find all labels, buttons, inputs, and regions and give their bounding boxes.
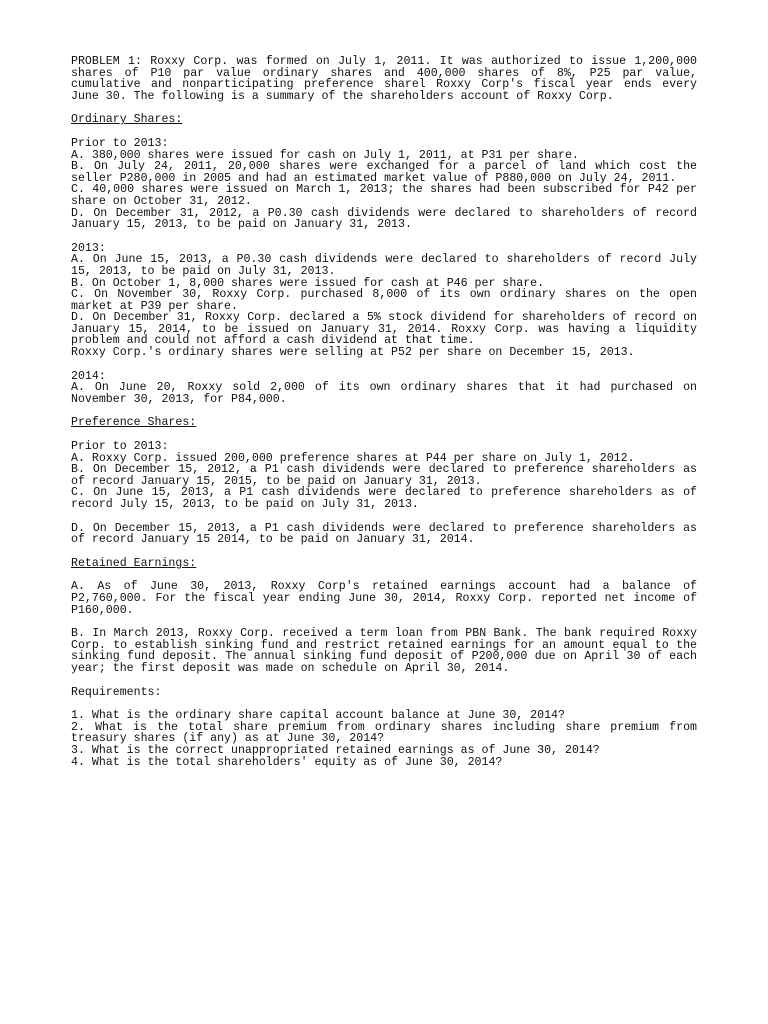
ordinary-prior-item-a: A. 380,000 shares were issued for cash on July 1, 2011, at P31 per share. bbox=[71, 148, 579, 162]
spacer bbox=[71, 546, 697, 558]
preference-shares-heading: Preference Shares: bbox=[71, 416, 197, 430]
spacer bbox=[71, 359, 697, 371]
retained-earnings-heading: Retained Earnings: bbox=[71, 556, 197, 570]
ordinary-2014-label: 2014: bbox=[71, 369, 106, 383]
retained-para-a: A. As of June 30, 2013, Roxxy Corp's retained earnings account had a balance of P2,760,000. For the fiscal year ending June 30, 2014, Roxxy Corp. reported net income of P160,000. bbox=[71, 580, 697, 617]
preference-item-c: C. On June 15, 2013, a P1 cash dividends were declared to preference shareholders as of record July 15, 2013, to be paid on July 31, 2013. bbox=[71, 486, 697, 511]
spacer bbox=[71, 231, 697, 243]
ordinary-2013-item-b: B. On October 1, 8,000 shares were issued for cash at P46 per share. bbox=[71, 276, 545, 290]
ordinary-2014-item-a: A. On June 20, Roxxy sold 2,000 of its own ordinary shares that it had purchased on November 30, 2013, for P84,000. bbox=[71, 381, 697, 406]
ordinary-prior-item-d: D. On December 31, 2012, a P0.30 cash dividends were declared to shareholders of record January 15, 2013, to be paid on January 31, 2013. bbox=[71, 206, 697, 232]
ordinary-prior-item-b: B. On July 24, 2011, 20,000 shares were exchanged for a parcel of land which cost the seller P280,000 in 2005 and had an estimated market value of P880,000 on July 24, 2011. bbox=[71, 160, 697, 185]
requirement-4: 4. What is the total shareholders' equity as of June 30, 2014? bbox=[71, 755, 503, 769]
preference-item-b: B. On December 15, 2012, a P1 cash dividends were declared to preference shareholders as of record January 15, 2015, to be paid on January 31, 2013. bbox=[71, 463, 697, 488]
ordinary-2013-item-a: A. On June 15, 2013, a P0.30 cash dividends were declared to shareholders of record July 15, 2013, to be paid on July 31, 2013. bbox=[71, 253, 697, 278]
problem-intro: PROBLEM 1: Roxxy Corp. was formed on July 1, 2011. It was authorized to issue 1,200,000 shares of P10 par value ordinary shares and 400,000 shares of 8%, P25 par value, cumulative and nonparticipating preference sharel Roxxy Corp's fiscal year ends every June 30. The following is a summary of the shareholders account of Roxxy Corp. bbox=[71, 55, 697, 103]
preference-item-a: A. Roxxy Corp. issued 200,000 preference shares at P44 per share on July 1, 2012. bbox=[71, 451, 635, 465]
retained-para-b: B. In March 2013, Roxxy Corp. received a term loan from PBN Bank. The bank required Roxxy Corp. to establish sinking fund and restrict retained earnings for an amount equal to the sinking fund deposit. The annual sinking fund deposit of P200,000 due on April 30 of each year; the first deposit was made on schedule on April 30, 2014. bbox=[71, 627, 697, 675]
ordinary-prior-item-c: C. 40,000 shares were issued on March 1, 2013; the shares had been subscribed for P42 per share on October 31, 2012. bbox=[71, 183, 697, 208]
spacer bbox=[71, 675, 697, 687]
ordinary-2013-label: 2013: bbox=[71, 241, 106, 255]
requirement-1: 1. What is the ordinary share capital account balance at June 30, 2014? bbox=[71, 709, 565, 723]
spacer bbox=[71, 511, 697, 523]
document-page bbox=[71, 56, 697, 768]
ordinary-2013-item-c: C. On November 30, Roxxy Corp. purchased 8,000 of its own ordinary shares on the open market at P39 per share. bbox=[71, 288, 697, 313]
preference-prior-label: Prior to 2013: bbox=[71, 440, 169, 454]
preference-item-d: D. On December 15, 2013, a P1 cash dividends were declared to preference shareholders as of record January 15 2014, to be paid on January 31, 2014. bbox=[71, 521, 697, 547]
requirement-2: 2. What is the total share premium from ordinary shares including share premium from treasury shares (if any) as at June 30, 2014? bbox=[71, 720, 697, 746]
ordinary-2013-price-note: Roxxy Corp.'s ordinary shares were selling at P52 per share on December 15, 2013. bbox=[71, 346, 635, 360]
requirements-label: Requirements: bbox=[71, 685, 162, 699]
ordinary-2013-item-d: D. On December 31, Roxxy Corp. declared a 5% stock dividend for shareholders of record on January 15, 2014, to be issued on January 31, 2014. Roxxy Corp. was having a liquidity problem and could not afford a cash dividend at that time. bbox=[71, 311, 697, 348]
ordinary-prior-label: Prior to 2013: bbox=[71, 136, 169, 150]
requirement-3: 3. What is the correct unappropriated retained earnings as of June 30, 2014? bbox=[71, 743, 600, 757]
ordinary-shares-heading: Ordinary Shares: bbox=[71, 113, 183, 127]
